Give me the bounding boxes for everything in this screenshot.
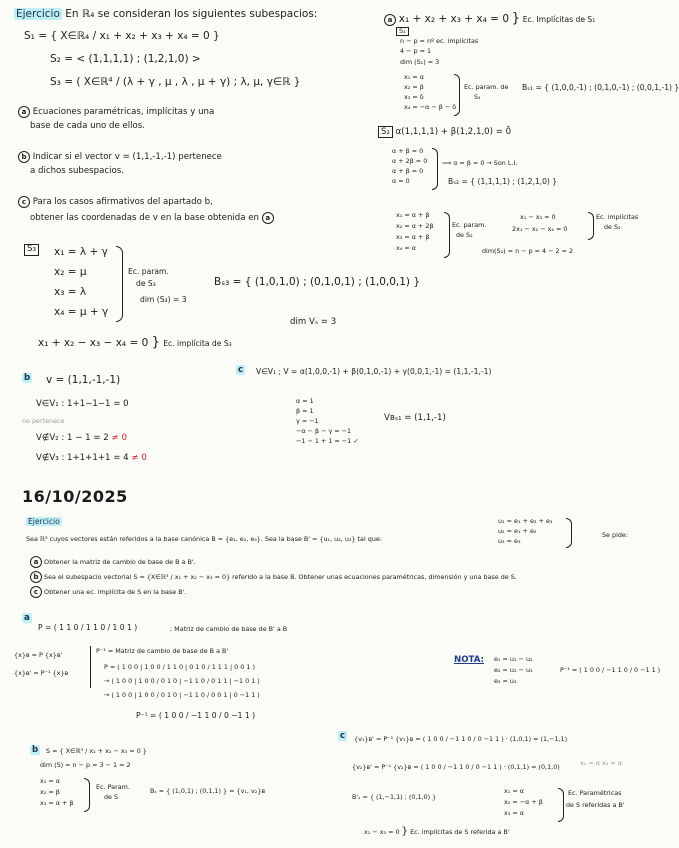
task-b-line2: a dichos subespacios. (30, 166, 124, 176)
bottom-a-label: a (24, 613, 30, 623)
exercise-title: Ejercicio (16, 8, 60, 20)
bottom-b-label: b (32, 745, 39, 755)
s3-dim: dim (S₃) = 3 (140, 295, 187, 304)
note-e2: e₂ = u₂ − u₃ (494, 666, 533, 674)
c-param-label: Ec. Paramétricas (568, 789, 622, 797)
s2-implicit-2: 2x₁ − x₂ − x₄ = 0 (512, 225, 568, 233)
letter-a-circle-icon-right: a (384, 14, 396, 26)
b-label: b (24, 373, 31, 383)
s3-param-label: Ec. param. (128, 267, 169, 276)
s1-brace (454, 74, 460, 116)
s1-param-x1: x₁ = α (404, 73, 424, 81)
s2-lin-1: α + β = 0 (392, 147, 424, 155)
s2-lin-brace (432, 148, 438, 190)
s1-param-label-2: S₁ (474, 93, 481, 101)
c-sol-beta: β = 1 (296, 407, 314, 415)
task-b-line1: b Indicar si el vector v = (1,1,-1,-1) pertenece (18, 151, 222, 163)
s2-definition: S₂ = < (1,1,1,1) ; (1,2,1,0) > (50, 53, 201, 65)
s2-param-x2: x₂ = α + 2β (396, 222, 434, 230)
u3-def: u₃ = e₃ (498, 537, 521, 545)
c-sol-alpha: α = 1 (296, 397, 314, 405)
exercise-statement: En ℝ₄ se consideran los siguientes subespacios: (65, 8, 318, 20)
letter-a-circle-icon: a (18, 106, 30, 118)
exercise-heading (14, 8, 317, 20)
date-heading: 16/10/2025 (22, 487, 128, 506)
c-check-2: −1 − 1 + 1 = −1 ✓ (296, 437, 359, 445)
u-defs-brace (566, 518, 572, 548)
matrix-p-desc: ; Matriz de cambio de base de B' a B (170, 625, 288, 633)
task-c-line2: obtener las coordenadas de v en la base obtenida en a (30, 212, 274, 224)
p-inverse-result: P⁻¹ = ( 1 0 0 / −1 1 0 / 0 −1 1 ) (136, 711, 256, 720)
b-param-x2: x₂ = β (40, 788, 60, 796)
s1-tag: S₁ (396, 27, 409, 36)
s3-definition: S₃ = ( X∈ℝ⁴ / (λ + γ , μ , λ , μ + γ) ; λ, μ, γ∈ℝ } (50, 76, 301, 88)
s2-lin-3: α + β = 0 (392, 167, 424, 175)
right-a-implicit: a x₁ + x₂ + x₃ + x₄ = 0 } Ec. Implícitas de S₁ (384, 12, 595, 27)
s3-eq-x2: x₂ = μ (54, 266, 87, 278)
c-param-x3: x₃ = α (504, 809, 524, 817)
bs2-basis: Bₛ₂ = { (1,1,1,1) ; (1,2,1,0) } (448, 177, 558, 186)
letter-c-circle-icon: c (18, 196, 30, 208)
s1-n-calc: 4 − p = 1 (400, 47, 432, 55)
letter-b-circle-icon: b (18, 151, 30, 163)
s3-param-label-2: de S₃ (136, 279, 156, 288)
c-coordinates: Vʙₛ₁ = (1,1,-1) (384, 413, 446, 423)
not-equal-mark: ≠ 0 (131, 453, 147, 463)
se-pide: Se pide: (602, 531, 628, 539)
s3-tag: S₃ (24, 244, 39, 256)
s2-combination: S₂ α(1,1,1,1) + β(1,2,1,0) = 0̄ (378, 128, 511, 138)
relation-divider (90, 646, 91, 688)
b-v1-check: V∈V₁ : 1+1−1−1 = 0 (36, 399, 129, 409)
s1-n-rule: n − p = nº ec. implícitas (400, 37, 479, 45)
bottom-task-a: a Obtener la matriz de cambio de base de B a B'. (30, 556, 196, 568)
s2-param-x1: x₁ = α + β (396, 211, 430, 219)
letter-a-circle-icon-bottom: a (30, 556, 42, 568)
c-v2-coords: {v₂}ʙ' = P⁻¹ {v₂}ʙ = ( 1 0 0 / −1 1 0 / 0 −1 1 ) · (0,1,1) = (0,1,0) (352, 763, 560, 771)
dim-vs: dim Vₛ = 3 (290, 317, 337, 327)
b-basis: Bₛ = { (1,0,1) ; (0,1,1) } = {v₁, v₂}ʙ (150, 787, 266, 795)
s2-implicit-label: Ec. implícitas (596, 213, 639, 221)
relation-2: {x}ʙ' = P⁻¹ {x}ʙ (14, 669, 69, 677)
s1-dim: dim (S₁) = 3 (400, 58, 440, 66)
b-dim: dim (S) = n − p = 3 − 1 = 2 (40, 761, 131, 769)
c-basis-b-prime: B'ₛ = { (1,−1,1) ; (0,1,0) } (352, 793, 437, 801)
c-sol-gamma: γ = −1 (296, 417, 319, 425)
b-vector: v = (1,1,-1,-1) (46, 374, 121, 386)
s2-param-x4: x₄ = α (396, 244, 416, 252)
s2-li-conclusion: ⟹ α = β = 0 → Son L.I. (442, 159, 518, 167)
bottom-exercise-title: Ejercicio (28, 517, 60, 526)
bottom-c-label: c (340, 731, 346, 741)
s3-brace (116, 246, 123, 322)
note-block (454, 656, 484, 666)
c-combination: V∈V₁ ; V = α(1,0,0,-1) + β(0,1,0,-1) + γ(0,0,1,-1) = (1,1,-1,-1) (256, 367, 492, 376)
s2-implicit-brace (588, 212, 594, 240)
p-inverse-desc: P⁻¹ = Matriz de cambio de base de B a B' (96, 647, 229, 655)
note-e3: e₃ = u₃ (494, 677, 517, 685)
relation-1: {x}ʙ = P {x}ʙ' (14, 651, 63, 659)
note-e1: e₁ = u₁ − u₂ (494, 655, 533, 663)
b-subspace-s: S = { X∈ℝ³ / x₁ + x₂ − x₃ = 0 } (46, 747, 147, 755)
u2-def: u₂ = e₁ + e₂ (498, 527, 537, 535)
note-p-inverse: P⁻¹ = ( 1 0 0 / −1 1 0 / 0 −1 1 ) (560, 666, 661, 674)
letter-b-circle-icon-bottom: b (30, 571, 42, 583)
b-param-x3: x₃ = α + β (40, 799, 74, 807)
s2-implicit-1: x₁ − x₃ = 0 (520, 213, 556, 221)
c-param-x1: x₁ = α (504, 787, 524, 795)
gauss-step-2: → ( 1 0 0 | 1 0 0 / 0 1 0 | −1 1 0 / 0 1 1 | −1 0 1 ) (104, 677, 260, 685)
b-param-label: Ec. Param. (96, 783, 130, 791)
b-param-label-2: de S (104, 793, 119, 801)
bs1-basis: Bₛ₁ = { (1,0,0,-1) ; (0,1,0,-1) ; (0,0,1,-1) } (522, 83, 679, 92)
note-label: NOTA: (454, 655, 484, 665)
b-v3-check: V∉V₃ : 1+1+1+1 = 4 ≠ 0 (36, 453, 147, 463)
c-faded-scratch: x₁ = α x₃ = α (580, 759, 622, 767)
letter-a-ref-circle-icon: a (262, 212, 274, 224)
s3-eq-x1: x₁ = λ + γ (54, 246, 108, 258)
b-v2-check: V∉V₂ : 1 − 1 = 2 ≠ 0 (36, 433, 127, 443)
letter-c-circle-icon-bottom: c (30, 586, 42, 598)
task-a-line2: base de cada uno de ellos. (30, 121, 146, 131)
s2-lin-4: α = 0 (392, 177, 410, 185)
s3-implicit: x₁ + x₂ − x₃ − x₄ = 0 } Ec. implícita de S₃ (38, 335, 232, 350)
matrix-p: P = ( 1 1 0 / 1 1 0 / 1 0 1 ) (38, 623, 138, 632)
s2-param-label-2: de S₂ (456, 231, 473, 239)
b-param-brace (84, 778, 90, 812)
c-label: c (238, 365, 244, 375)
s2-dim-line: dim(S₂) = n − p = 4 − 2 = 2 (482, 247, 574, 255)
s2-tag: S₂ (378, 126, 393, 138)
s2-lin-2: α + 2β = 0 (392, 157, 428, 165)
bs3-basis: Bₛ₃ = { (1,0,1,0) ; (0,1,0,1) ; (1,0,0,1) } (214, 276, 421, 288)
c-check-1: −α − β − γ = −1 (296, 427, 352, 435)
task-a-line1: a Ecuaciones paramétricas, implícitas y una (18, 106, 214, 118)
s1-param-x3: x₃ = δ (404, 93, 424, 101)
s2-param-label: Ec. param. (452, 221, 487, 229)
c-param-brace (558, 788, 564, 822)
s3-eq-x4: x₄ = μ + γ (54, 306, 109, 318)
bottom-task-c: c Obtener una ec. implícita de S en la base B'. (30, 586, 186, 598)
c-implicit: x₁ − x₃ = 0 } Ec. implícitas de S referida a B' (364, 826, 510, 837)
s1-param-x2: x₂ = β (404, 83, 424, 91)
bottom-task-b: b Sea el subespacio vectorial S = {X∈ℝ³ / x₁ + x₂ − x₃ = 0} referido a la base B. Obtener unas ecuaciones paramétricas, dimensión y una base de S. (30, 571, 517, 583)
task-c-line1: c Para los casos afirmativos del apartado b, (18, 196, 213, 208)
b-param-x1: x₁ = α (40, 777, 60, 785)
s1-definition: S₁ = { X∈ℝ₄ / x₁ + x₂ + x₃ + x₄ = 0 } (24, 30, 220, 42)
c-v1-coords: {v₁}ʙ' = P⁻¹ {v₁}ʙ = ( 1 0 0 / −1 1 0 / 0 −1 1 ) · (1,0,1) = (1,−1,1) (354, 735, 568, 743)
gauss-step-3: → ( 1 0 0 | 1 0 0 / 0 1 0 | −1 1 0 / 0 0 1 | 0 −1 1 ) (104, 691, 260, 699)
s1-param-x4: x₄ = −α − β − δ (404, 103, 457, 111)
bottom-statement: Sea ℝ³ cuyos vectores están referidos a la base canónica B = {e₁, e₂, e₃}. Sea la base B' = {u₁, u₂, u₃} tal que: (26, 535, 382, 543)
s2-param-x3: x₃ = α + β (396, 233, 430, 241)
s1-param-label: Ec. param. de (464, 83, 509, 91)
c-param-x2: x₂ = −α + β (504, 798, 543, 806)
s2-param-brace (444, 212, 450, 258)
c-param-label-2: de S referidas a B' (566, 801, 625, 809)
u1-def: u₁ = e₁ + e₂ + e₃ (498, 517, 553, 525)
b-faded-note: no pertenece (22, 417, 65, 425)
s2-implicit-label-2: de S₂ (604, 223, 621, 231)
s3-eq-x3: x₃ = λ (54, 286, 87, 298)
gauss-step-1: P = ( 1 0 0 | 1 0 0 / 1 1 0 | 0 1 0 / 1 1 1 | 0 0 1 ) (104, 663, 255, 671)
not-equal-mark: ≠ 0 (111, 433, 127, 443)
